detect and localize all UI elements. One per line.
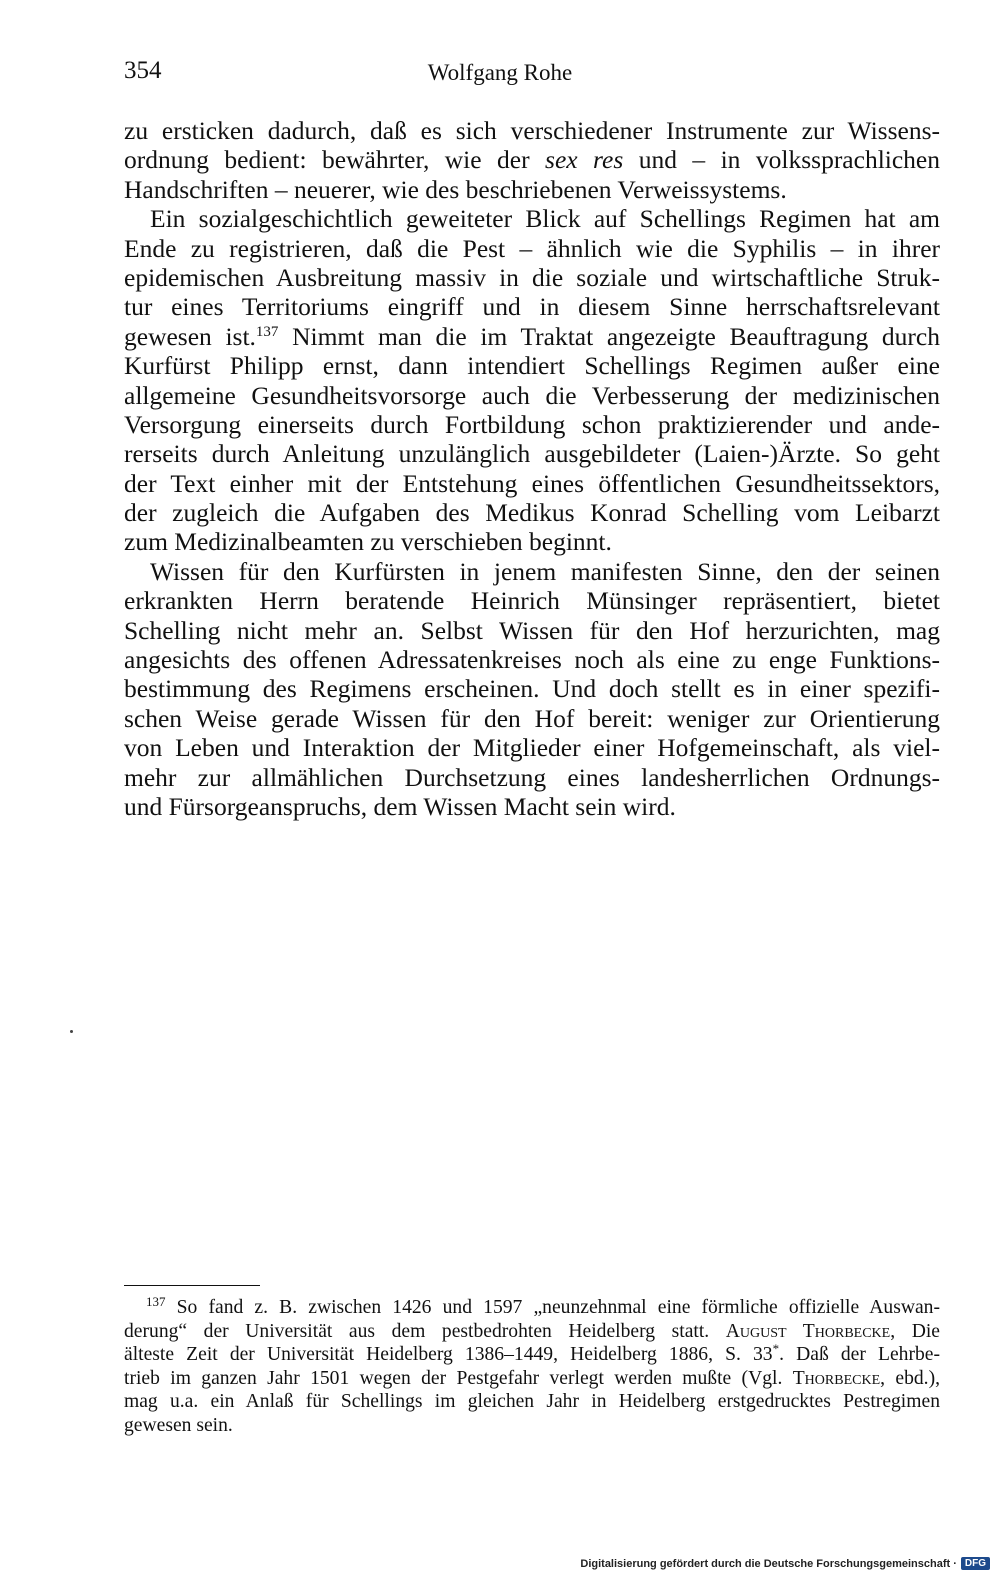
footnote-rule (124, 1285, 260, 1286)
body-line-19: angesichts des offenen Adressatenkreises noch als eine zu enge Funktions- (124, 645, 940, 675)
body-line-14: der zugleich die Aufgaben des Medikus Konrad Schelling vom Leibarzt (124, 498, 940, 528)
body-line-8-end: Nimmt man die im Traktat angezeigte Beauftragung durch (278, 321, 940, 351)
footnote-line-2-start: derung“ der Universität aus dem pestbedrohten Heidelberg statt. (124, 1320, 726, 1342)
body-text (124, 116, 940, 821)
footnote-line-1 (124, 1296, 940, 1320)
dfg-credit-text: Digitalisierung gefördert durch die Deutsche Forschungsgemeinschaft · (580, 1557, 957, 1570)
footnote-ref-137: 137 (255, 323, 279, 340)
page-number: 354 (124, 57, 162, 84)
footnote-line-4-end: , ebd.), (880, 1367, 940, 1389)
footnote-line-3 (124, 1343, 940, 1367)
body-line-22: von Leben und Interaktion der Mitglieder einer Hofgemeinschaft, als viel- (124, 733, 940, 763)
body-line-17: erkrankten Herrn beratende Heinrich Münsinger repräsentiert, bietet (124, 586, 940, 616)
running-head: Wolfgang Rohe (427, 60, 573, 85)
body-line-2-start: ordnung bedient: bewährter, wie der (124, 145, 546, 175)
footnote-line-3-end: . Daß der Lehrbe- (779, 1344, 940, 1366)
footnote-line-6: gewesen sein. (124, 1414, 233, 1436)
footnote-line-4 (124, 1367, 940, 1391)
body-line-8-start: gewesen ist. (124, 321, 256, 351)
body-line-12: rerseits durch Anleitung unzulänglich ausgebildeter (Laien-)Ärzte. So geht (124, 439, 940, 469)
footnote-line-1-text: So fand z. B. zwischen 1426 und 1597 „neunzehnmal eine förmliche offizielle Auswan- (176, 1297, 940, 1318)
body-line-5: Ende zu registrieren, daß die Pest – ähnlich wie die Syphilis – in ihrer (124, 233, 940, 263)
body-line-3: Handschriften – neuerer, wie des beschriebenen Verweissystems. (124, 174, 787, 204)
dfg-logo-icon: DFG (961, 1557, 990, 1570)
footnote-asterisk: * (772, 1341, 780, 1357)
body-line-18: Schelling nicht mehr an. Selbst Wissen für den Hof herzurichten, mag (124, 615, 940, 645)
body-line-15: zum Medizinalbeamten zu verschieben beginnt. (124, 527, 612, 557)
body-line-11: Versorgung einerseits durch Fortbildung schon praktizierender und ande- (124, 409, 940, 439)
body-line-13: der Text einher mit der Entstehung eines öffentlichen Gesundheitssektors, (124, 468, 940, 498)
body-line-2-end: und – in volkssprachlichen (623, 145, 940, 175)
footnote-line-2 (124, 1320, 940, 1344)
body-line-4: Ein sozialgeschichtlich geweiteter Blick auf Schellings Regimen hat am (150, 204, 940, 234)
footnote-line-5: mag u.a. ein Anlaß für Schellings im gleichen Jahr in Heidelberg erstgedrucktes Pestregimen (124, 1391, 940, 1413)
body-line-8 (124, 322, 940, 351)
dfg-credit (580, 1557, 990, 1570)
body-line-21: schen Weise gerade Wissen für den Hof bereit: weniger zur Orientierung (124, 703, 940, 733)
body-line-10: allgemeine Gesundheitsvorsorge auch die Verbesserung der medizinischen (124, 380, 940, 410)
body-line-23: mehr zur allmählichen Durchsetzung eines landesherrlichen Ordnungs- (124, 762, 940, 792)
body-line-6: epidemischen Ausbreitung massiv in die soziale und wirtschaftliche Struk- (124, 262, 940, 292)
footnote-line-3-start: älteste Zeit der Universität Heidelberg 1386–1449, Heidelberg 1886, S. 33 (124, 1344, 773, 1366)
body-line-16: Wissen für den Kurfürsten in jenem manifesten Sinne, den der seinen (150, 556, 940, 586)
author-thorbecke-ref: Thorbecke (792, 1367, 881, 1389)
sex-res-term: sex res (545, 145, 624, 175)
body-line-20: bestimmung des Regimens erscheinen. Und doch stellt es in einer spezifi- (124, 674, 940, 704)
body-line-7: tur eines Territoriums eingriff und in diesem Sinne herrschaftsrelevant (124, 292, 940, 322)
footnote-137 (124, 1296, 940, 1438)
margin-mark (70, 1030, 73, 1033)
body-line-2 (124, 145, 940, 174)
body-line-1: zu ersticken dadurch, daß es sich verschiedener Instrumente zur Wissens- (124, 116, 940, 145)
body-line-9: Kurfürst Philipp ernst, dann intendiert Schellings Regimen außer eine (124, 351, 940, 381)
body-line-24: und Fürsorgeanspruchs, dem Wissen Macht sein wird. (124, 791, 676, 821)
footnote-number: 137 (146, 1294, 166, 1309)
author-thorbecke: August Thorbecke (725, 1320, 891, 1342)
footnote-line-2-end: , Die (890, 1320, 940, 1342)
footnote-line-4-start: trieb im ganzen Jahr 1501 wegen der Pestgefahr verlegt werden mußte (Vgl. (124, 1367, 793, 1389)
